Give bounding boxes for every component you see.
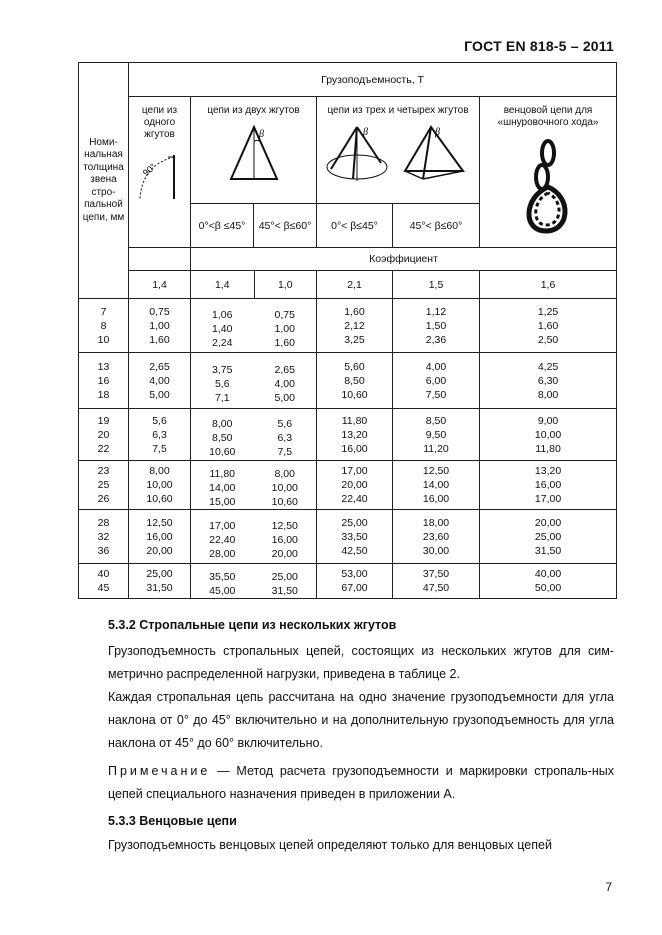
single-leg-header: цепи из одного жгутов 90° (129, 97, 191, 248)
coef-three-high: 1,5 (393, 271, 480, 299)
coef-two-high: 1,0 (277, 278, 293, 291)
table-row: 13 16 18 2,65 4,00 5,00 3,75 5,6 7,1 2,65 4,00 5,00 5,60 8,50 10,60 4,00 6,00 7,50 4,25 6,30 8,00 (79, 353, 617, 409)
coef-three-low: 2,1 (317, 271, 393, 299)
last-paragraph: Грузоподъемность венцовых цепей определяют только для венцовых цепей (108, 838, 552, 852)
section-title-533: 5.3.3 Венцовые цепи (108, 814, 237, 828)
single-leg-diagram-icon (132, 147, 188, 203)
note-text: — Метод расчета грузоподъемности и маркировки стропаль-ных цепей специального назначения приведен в приложении А. (108, 764, 614, 801)
coef-choke: 1,6 (480, 271, 617, 299)
angle-three-high: 45°< β≤60° (393, 204, 480, 248)
angle-two-low: 0°<β ≤45° (191, 204, 254, 248)
table-row: 23 25 26 8,00 10,00 10,60 11,80 14,00 15,00 8,00 10,00 10,60 17,00 20,00 22,40 12,50 14,00 16,00 13,20 16,00 17,00 (79, 461, 617, 510)
table-row: 40 45 25,00 31,50 35,50 45,00 25,00 31,50 53,00 67,00 37,50 47,50 40,00 50,00 (79, 564, 617, 599)
table-row: 19 20 22 5,6 6,3 7,5 8,00 8,50 10,60 5,6 6,3 7,5 11,80 13,20 16,00 8,50 9,50 11,20 9,00 10,00 11,80 (79, 409, 617, 461)
choke-hitch-header: венцовой цепи для «шнуровочного хода» (480, 97, 617, 248)
single-leg-angle-label: 90° (140, 161, 158, 178)
note-label: Примечание (108, 764, 211, 778)
standard-number: ГОСТ EN 818-5 – 2011 (464, 38, 614, 54)
angle-three-low: 0°< β≤45° (317, 204, 393, 248)
three-four-leg-header: цепи из трех и четырех жгутов β β (317, 97, 480, 204)
svg-text:β: β (258, 129, 264, 140)
thickness-header: Номи- нальная толщина звена стро- пальной цепи, мм (79, 63, 129, 299)
paragraph-2: Каждая стропальная цепь рассчитана на одно значение грузоподъемности для угла наклона от 0° до 45° включительно и на дополнительную грузоподъемность для угла наклона от 45° до 60° включительно. (108, 690, 614, 750)
svg-text:β: β (363, 127, 368, 138)
note (108, 760, 614, 806)
page-number: 7 (605, 880, 612, 894)
coefficient-label: Коэффициент (191, 248, 617, 271)
section-title-532: 5.3.2 Стропальные цепи из нескольких жгутов (108, 618, 397, 632)
two-leg-header: цепи из двух жгутов β (191, 97, 317, 204)
coef-two-low: 1,4 (191, 271, 254, 298)
coef-single: 1,4 (129, 271, 191, 299)
svg-text:β: β (435, 127, 440, 138)
capacity-header: Грузоподъемность, T (129, 63, 617, 97)
angle-two-high: 45°< β≤60° (254, 204, 317, 248)
choke-chain-diagram-icon (518, 135, 578, 235)
load-capacity-table (78, 62, 617, 599)
multi-leg-diagram-icon (323, 123, 473, 185)
paragraph-1: Грузоподъемность стропальных цепей, состоящих из нескольких жгутов для сим-метрично распределенной нагрузки, приведена в таблице 2. (108, 644, 614, 681)
table-row: 7 8 10 0,75 1,00 1,60 1,06 1,40 2,24 0,75 1,00 1,60 1,60 2,12 3,25 1,12 1,50 2,36 1,25 1,60 2,50 (79, 299, 617, 353)
two-leg-diagram-icon (219, 123, 289, 185)
table-row: 28 32 36 12,50 16,00 20,00 17,00 22,40 28,00 12,50 16,00 20,00 25,00 33,50 42,50 18,00 23,60 30,00 20,00 25,00 31,50 (79, 510, 617, 564)
